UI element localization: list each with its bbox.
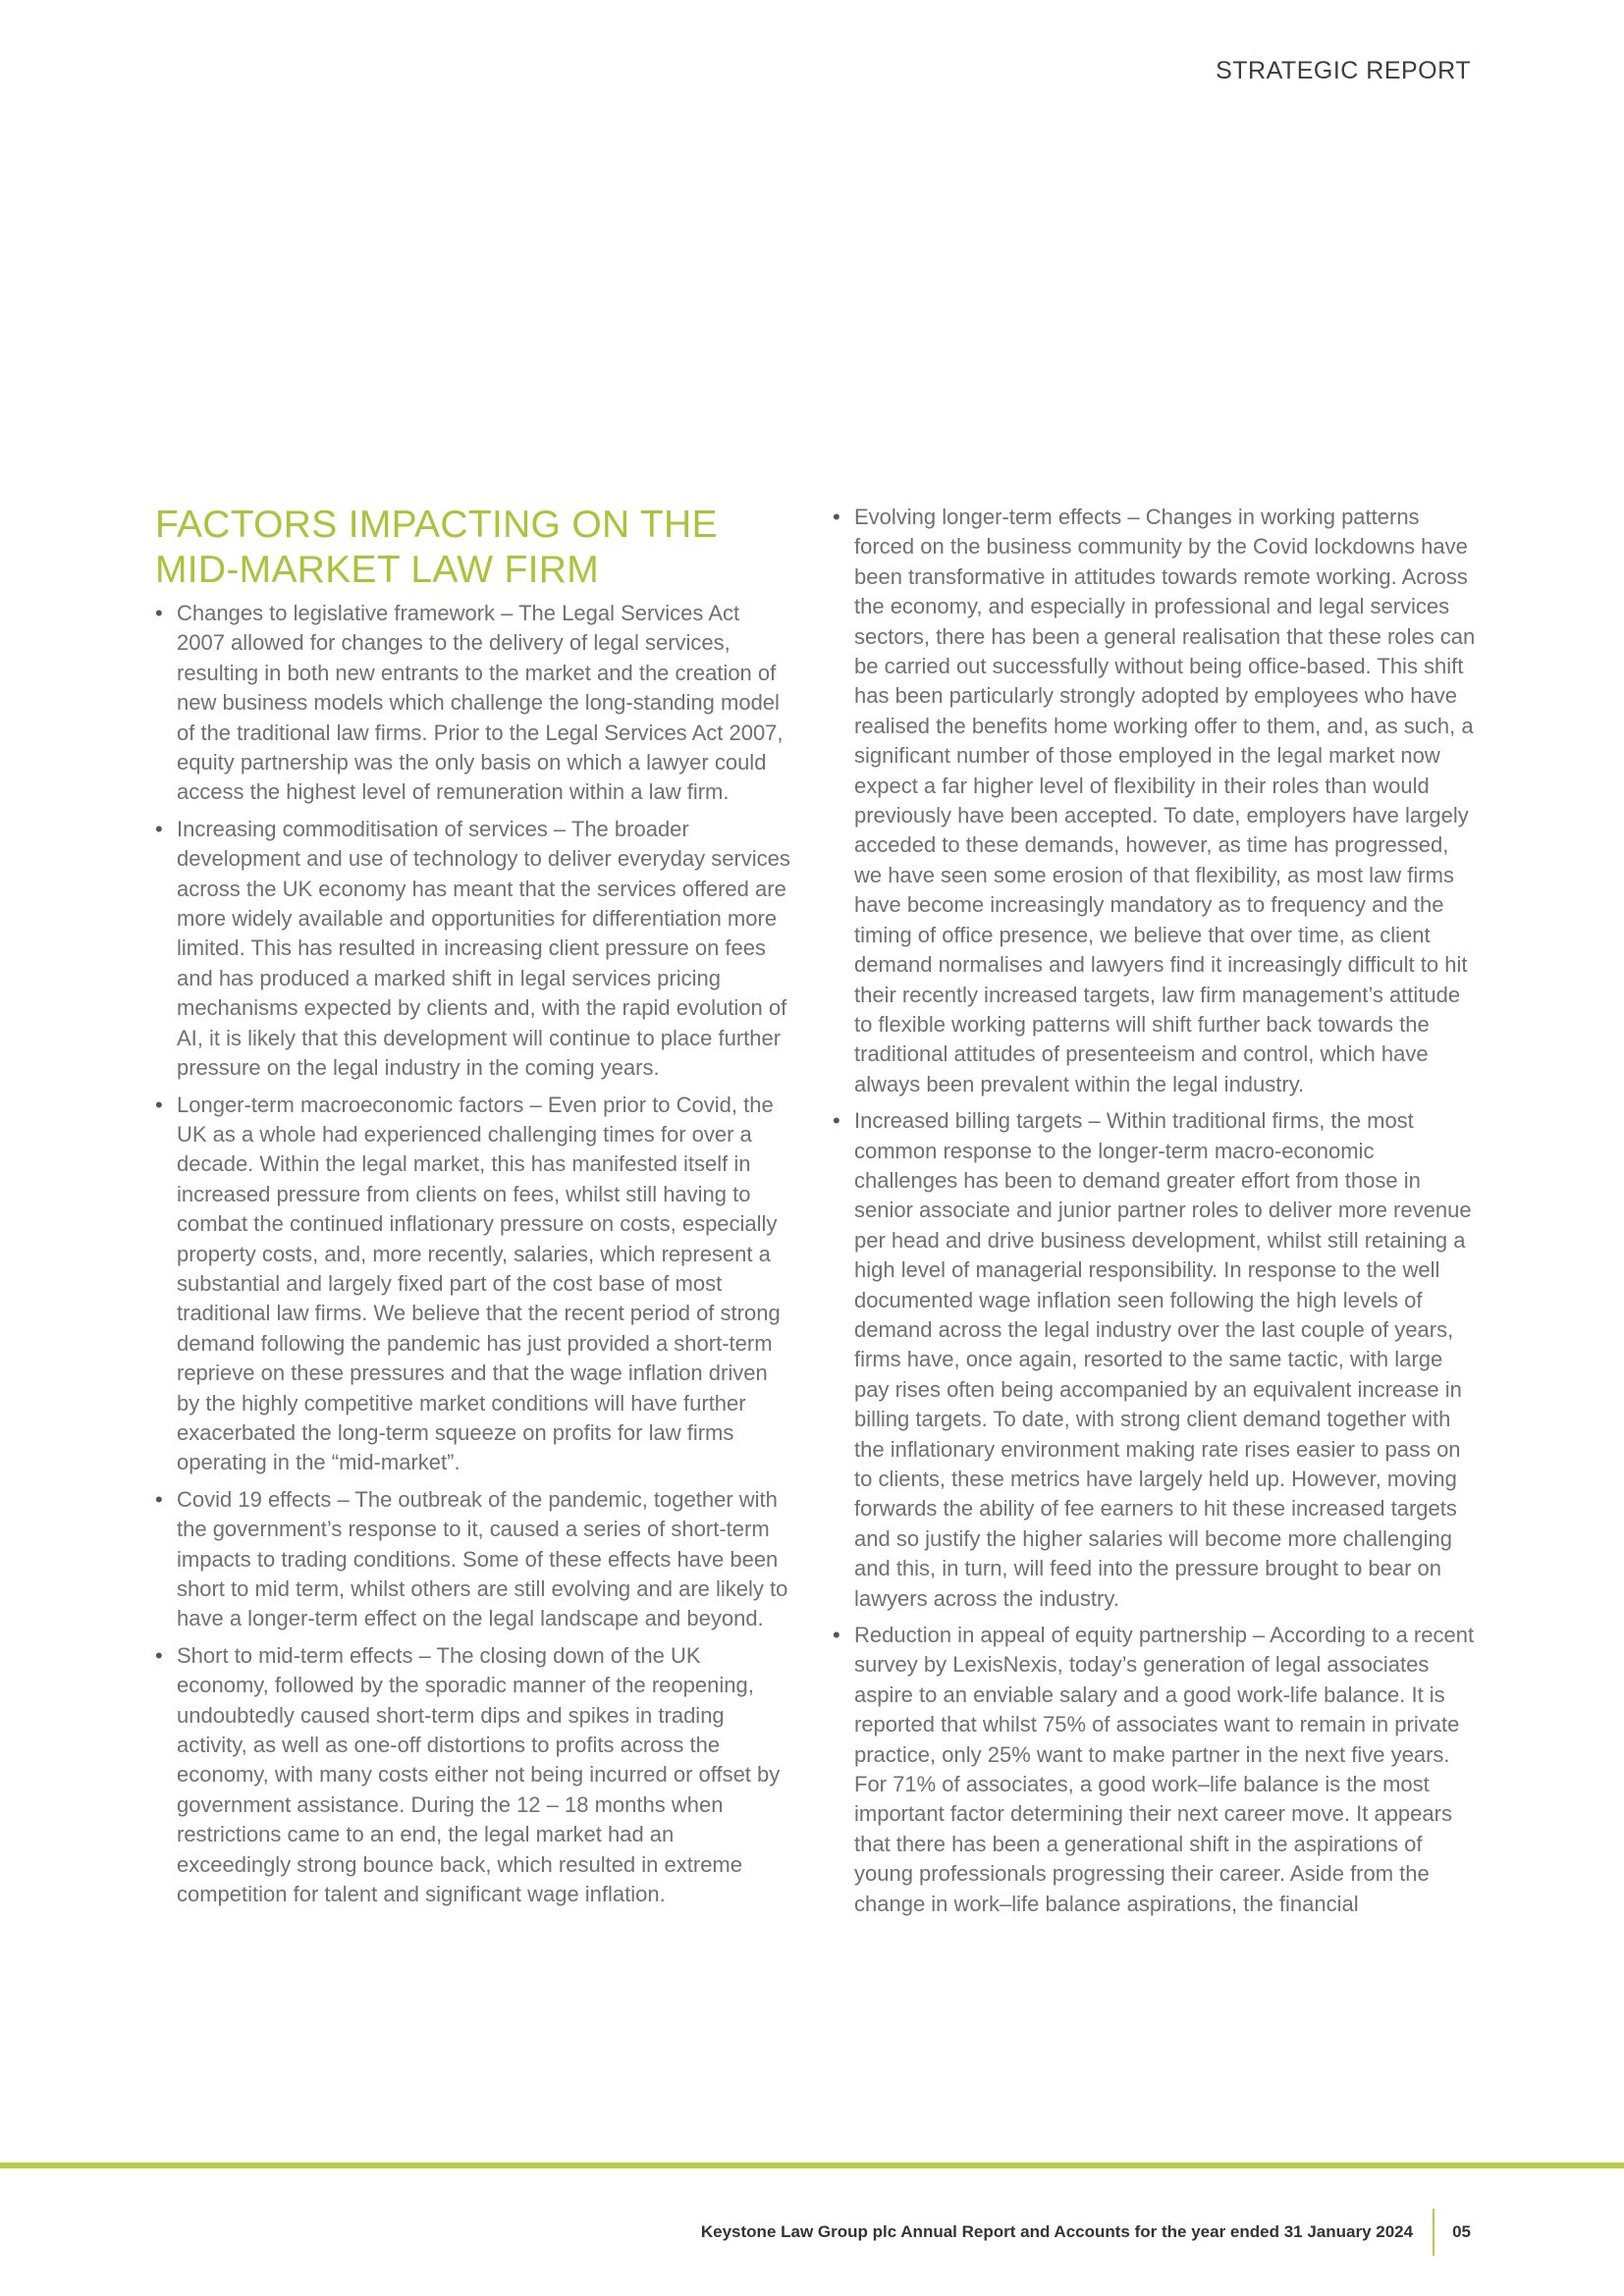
footer-divider xyxy=(1433,2209,1435,2256)
footer-rule xyxy=(0,2163,1624,2168)
left-column xyxy=(155,503,793,1916)
bullet-item-covid-effects: • Covid 19 effects – The outbreak of the pandemic, together with the government’s response to it, caused a series of short-term impacts to trading conditions. Some of these effects have been short to mid term, whilst others are still evolving and are likely to have a longer-term effect on the legal landscape and beyond. xyxy=(155,1485,793,1634)
bullet-item-equity-partnership-appeal: • Reduction in appeal of equity partnership – According to a recent survey by LexisNexis, today’s generation of legal associates aspire to an enviable salary and a good work-life balance. It is reported that whilst 75% of associates want to remain in private practice, only 25% want to make partner in the next five years. For 71% of associates, a good work–life balance is the most important factor determining their next career move. It appears that there has been a generational shift in the aspirations of young professionals progressing their career. Aside from the change in work–life balance aspirations, the financial xyxy=(833,1621,1481,1919)
bullet-item-macroeconomic-factors: • Longer-term macroeconomic factors – Even prior to Covid, the UK as a whole had experienced challenging times for over a decade. Within the legal market, this has manifested itself in increased pressure from clients on fees, whilst still having to combat the continued inflationary pressure on costs, especially property costs, and, more recently, salaries, which represent a substantial and largely fixed part of the cost base of most traditional law firms. We believe that the recent period of strong demand following the pandemic has just provided a short-term reprieve on these pressures and that the wage inflation driven by the highly competitive market conditions will have further exacerbated the long-term squeeze on profits for law firms operating in the “mid-market”. xyxy=(155,1091,793,1478)
section-header: STRATEGIC REPORT xyxy=(1216,57,1471,84)
section-title-line-1: FACTORS IMPACTING ON THE xyxy=(155,504,718,546)
right-bullet-list xyxy=(833,503,1481,1919)
left-bullet-list xyxy=(155,599,793,1909)
section-title-line-2: MID-MARKET LAW FIRM xyxy=(155,549,600,591)
bullet-item-evolving-longer-term-effects: • Evolving longer-term effects – Changes in working patterns forced on the business community by the Covid lockdowns have been transformative in attitudes towards remote working. Across the economy, and especially in professional and legal services sectors, there has been a general realisation that these roles can be carried out successfully without being office-based. This shift has been particularly strongly adopted by employees who have realised the benefits home working offer to them, and, as such, a significant number of those employed in the legal market now expect a far higher level of flexibility in their roles than would previously have been accepted. To date, employers have largely acceded to these demands, however, as time has progressed, we have seen some erosion of that flexibility, as most law firms have become increasingly mandatory as to frequency and the timing of office presence, we believe that over time, as client demand normalises and lawyers find it increasingly difficult to hit their recently increased targets, law firm management’s attitude to flexible working patterns will shift further back towards the traditional attitudes of presenteeism and control, which have always been prevalent within the legal industry. xyxy=(833,503,1481,1099)
right-column xyxy=(833,503,1481,1926)
bullet-item-increased-billing-targets: • Increased billing targets – Within traditional firms, the most common response to the longer-term macro-economic challenges has been to demand greater effort from those in senior associate and junior partner roles to deliver more revenue per head and drive business development, whilst still retaining a high level of managerial responsibility. In response to the well documented wage inflation seen following the high levels of demand across the legal industry over the last couple of years, firms have, once again, resorted to the same tactic, with large pay rises often being accompanied by an equivalent increase in billing targets. To date, with strong client demand together with the inflationary environment making rate rises easier to pass on to clients, these metrics have largely held up. However, moving forwards the ability of fee earners to hit these increased targets and so justify the higher salaries will become more challenging and this, in turn, will feed into the pressure brought to bear on lawyers across the industry. xyxy=(833,1106,1481,1614)
page-footer xyxy=(701,2209,1471,2256)
footer-report-title: Keystone Law Group plc Annual Report and Accounts for the year ended 31 January 2024 xyxy=(700,2222,1414,2241)
page-number: 05 xyxy=(1452,2222,1471,2241)
bullet-item-short-to-mid-term-effects: • Short to mid-term effects – The closing down of the UK economy, followed by the sporadic manner of the reopening, undoubtedly caused short-term dips and spikes in trading activity, as well as one-off distortions to profits across the economy, with many costs either not being incurred or offset by government assistance. During the 12 – 18 months when restrictions came to an end, the legal market had an exceedingly strong bounce back, which resulted in extreme competition for talent and significant wage inflation. xyxy=(155,1641,793,1910)
bullet-item-legislative-framework: • Changes to legislative framework – The Legal Services Act 2007 allowed for changes to the delivery of legal services, resulting in both new entrants to the market and the creation of new business models which challenge the long-standing model of the traditional law firms. Prior to the Legal Services Act 2007, equity partnership was the only basis on which a lawyer could access the highest level of remuneration within a law firm. xyxy=(155,599,793,808)
section-title xyxy=(155,503,793,593)
bullet-item-commoditisation: • Increasing commoditisation of services – The broader development and use of technology to deliver everyday services across the UK economy has meant that the services offered are more widely available and opportunities for differentiation more limited. This has resulted in increasing client pressure on fees and has produced a marked shift in legal services pricing mechanisms expected by clients and, with the rapid evolution of AI, it is likely that this development will continue to place further pressure on the legal industry in the coming years. xyxy=(155,815,793,1084)
